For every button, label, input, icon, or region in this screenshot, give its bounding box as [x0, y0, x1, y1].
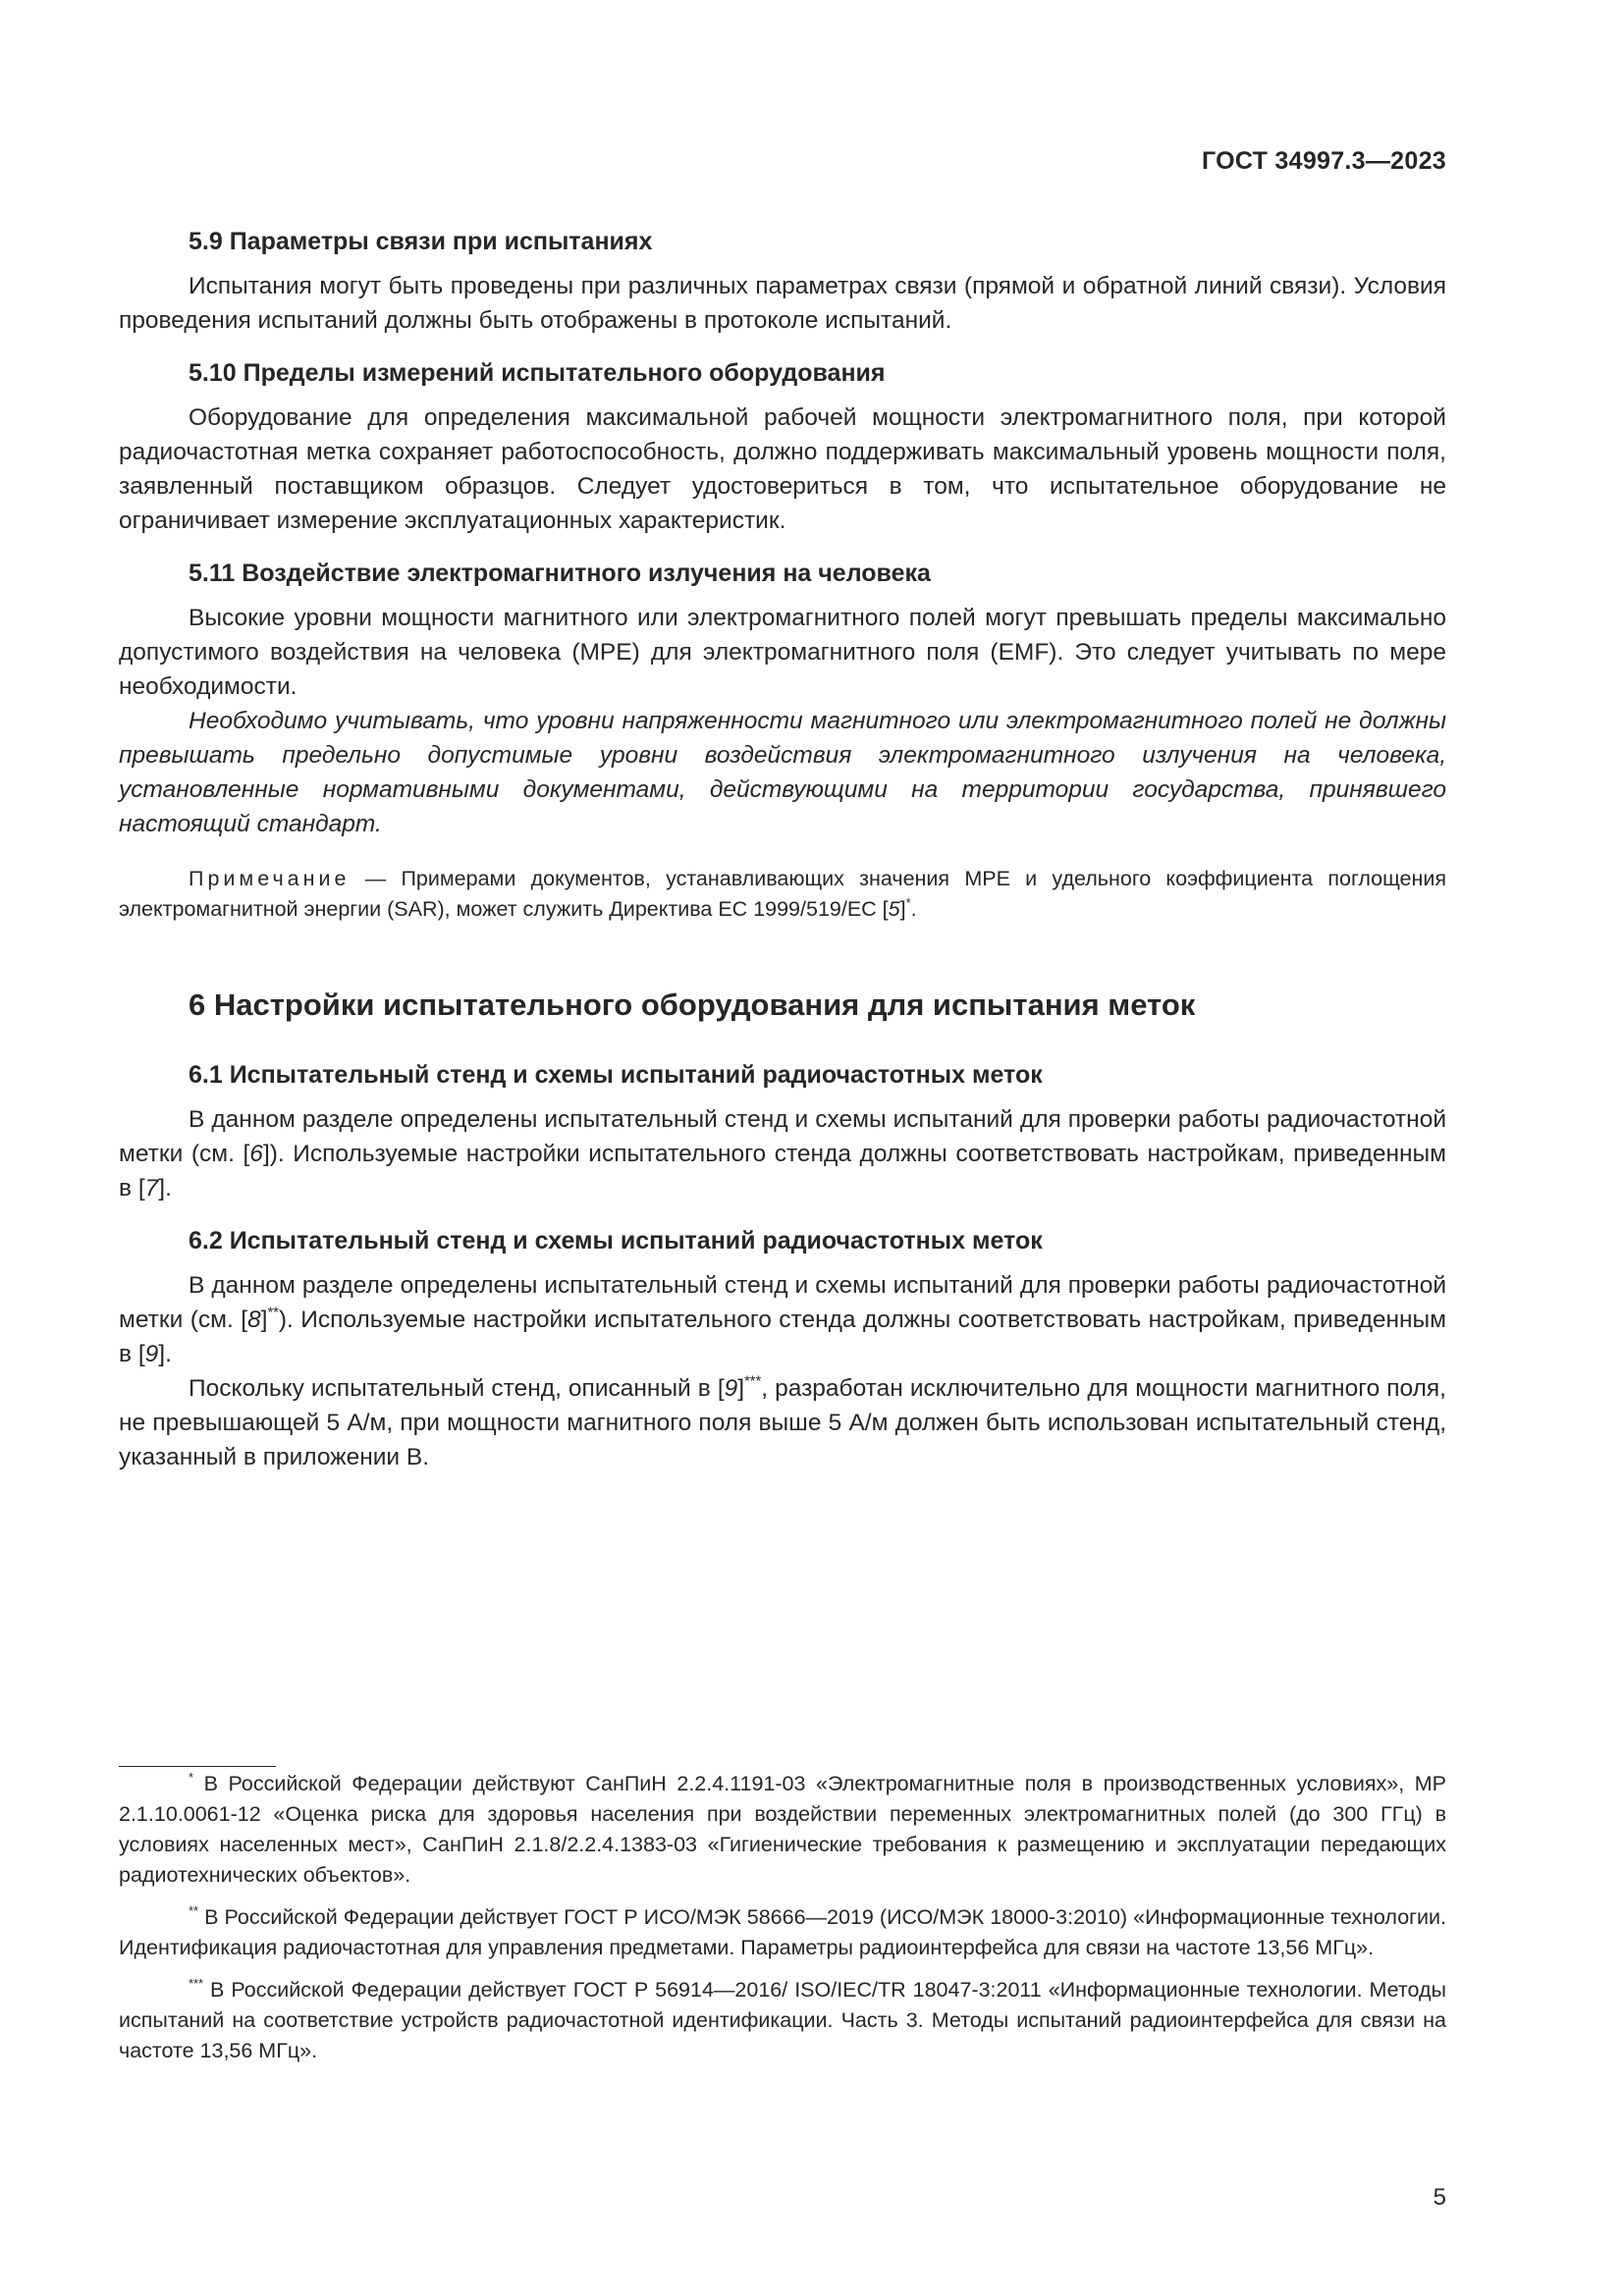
note-text: Примерами документов, устанавливающих значения МРЕ и удельного коэффициента поглощения электромагнитной энергии (SAR), может служить Директива ЕС 1999/519/ЕС [ [119, 867, 1446, 921]
page-content [119, 224, 1446, 1474]
paragraph-5-10: Оборудование для определения максимальной рабочей мощности электромагнитного поля, при которой радиочастотная метка сохраняет работоспособность, должно поддерживать максимальный уровень мощности поля, заявленный поставщиком образцов. Следует удостовериться в том, что испытательное оборудование не ограничивает измерение эксплуатационных характеристик. [119, 404, 1446, 534]
footnote-text: В Российской Федерации действует ГОСТ Р 56914—2016/ ISO/IEC/TR 18047-3:2011 «Информационные технологии. Методы испытаний на соответствие устройств радиочастотной идентификации. Часть 3. Методы испытаний радиоинтерфейса для связи на частоте 13,56 МГц». [119, 1978, 1446, 2062]
note-5-11 [119, 864, 1446, 925]
note-label: Примечание [189, 867, 351, 890]
footnote-mark: * [905, 894, 911, 910]
footnote-mark: ** [189, 1902, 199, 1918]
subsection-heading-5-9: 5.9 Параметры связи при испытаниях [189, 228, 653, 255]
footnote-3 [119, 1975, 1446, 2066]
text-run: ]). Используемые настройки испытательного стенда должны соответствовать настройкам, приведенным в [ [119, 1141, 1447, 1201]
note-bracket: ] [899, 897, 906, 921]
reference-number: 6 [249, 1141, 263, 1167]
text-run: Поскольку испытательный стенд, описанный в [ [189, 1375, 725, 1402]
reference-number: 9 [144, 1341, 159, 1367]
subsection-heading-6-1: 6.1 Испытательный стенд и схемы испытаний радиочастотных меток [189, 1061, 1043, 1089]
footnote-mark: * [189, 1769, 194, 1785]
subsection-heading-5-11: 5.11 Воздействие электромагнитного излучения на человека [189, 560, 931, 587]
paragraph-6-2 [119, 1268, 1446, 1371]
text-run: ] [737, 1375, 745, 1402]
subsection-heading-5-10: 5.10 Пределы измерений испытательного оборудования [189, 359, 886, 387]
paragraph-6-2-second [119, 1371, 1446, 1474]
text-run: , разработан исключительно для мощности магнитного поля, не превышающей 5 А/м, при мощности магнитного поля выше 5 А/м должен быть использован испытательный стенд, указанный в приложении В. [119, 1375, 1446, 1470]
note-end: . [910, 897, 917, 921]
page-number: 5 [1433, 2184, 1446, 2211]
section-heading-6: 6 Настройки испытательного оборудования для испытания меток [189, 988, 1196, 1022]
note-dash: — [350, 867, 402, 890]
footnotes [119, 1769, 1446, 2078]
reference-number: 8 [247, 1307, 261, 1333]
footnote-mark: *** [189, 1975, 204, 1991]
document-code-header: ГОСТ 34997.3—2023 [1201, 147, 1446, 175]
footnote-text: В Российской Федерации действуют СанПиН 2.2.4.1191-03 «Электромагнитные поля в производственных условиях», МР 2.1.10.0061-12 «Оценка риска для здоровья населения при воздействии переменных электромагнитных полей (до 300 ГГц) в условиях населенных мест», СанПиН 2.1.8/2.2.4.1383-03 «Гигиенические требования к размещению и эксплуатации передающих радиотехнических объектов». [119, 1772, 1446, 1887]
paragraph-5-11: Высокие уровни мощности магнитного или электромагнитного полей могут превышать пределы максимально допустимого воздействия на человека (МРЕ) для электромагнитного поля (EMF). Это следует учитывать по мере необходимости. [119, 605, 1446, 700]
text-run: ]. [158, 1175, 172, 1201]
reference-number: 7 [144, 1175, 159, 1201]
footnote-mark: *** [744, 1373, 762, 1390]
footnote-separator [119, 1766, 276, 1767]
note-ref: 5 [888, 897, 900, 921]
text-run: ). Используемые настройки испытательного стенда должны соответствовать настройкам, приведенным в [ [119, 1307, 1446, 1367]
text-run: В данном разделе определены испытательный стенд и схемы испытаний для проверки работы радиочастотной метки (см. [ [119, 1106, 1446, 1167]
subsection-heading-6-2: 6.2 Испытательный стенд и схемы испытаний радиочастотных меток [189, 1227, 1043, 1255]
text-run: В данном разделе определены испытательный стенд и схемы испытаний для проверки работы радиочастотной метки (см. [ [119, 1272, 1446, 1333]
paragraph-6-1 [119, 1102, 1446, 1205]
reference-number: 9 [724, 1375, 738, 1402]
text-run: ] [260, 1307, 268, 1333]
footnote-text: В Российской Федерации действует ГОСТ Р ИСО/МЭК 58666—2019 (ИСО/МЭК 18000-3:2010) «Информационные технологии. Идентификация радиочастотная для управления предметами. Параметры радиоинтерфейса для связи на частоте 13,56 МГц». [119, 1905, 1446, 1959]
footnote-1 [119, 1769, 1446, 1891]
text-run: ]. [158, 1341, 172, 1367]
footnote-mark: ** [267, 1305, 279, 1321]
footnote-2 [119, 1902, 1446, 1963]
paragraph-5-11-italic: Необходимо учитывать, что уровни напряженности магнитного или электромагнитного полей не должны превышать предельно допустимые уровни воздействия электромагнитного излучения на человека, установленные нормативными документами, действующими на территории государства, принявшего настоящий стандарт. [119, 708, 1446, 837]
paragraph-5-9: Испытания могут быть проведены при различных параметрах связи (прямой и обратной линий связи). Условия проведения испытаний должны быть отображены в протоколе испытаний. [119, 273, 1446, 334]
